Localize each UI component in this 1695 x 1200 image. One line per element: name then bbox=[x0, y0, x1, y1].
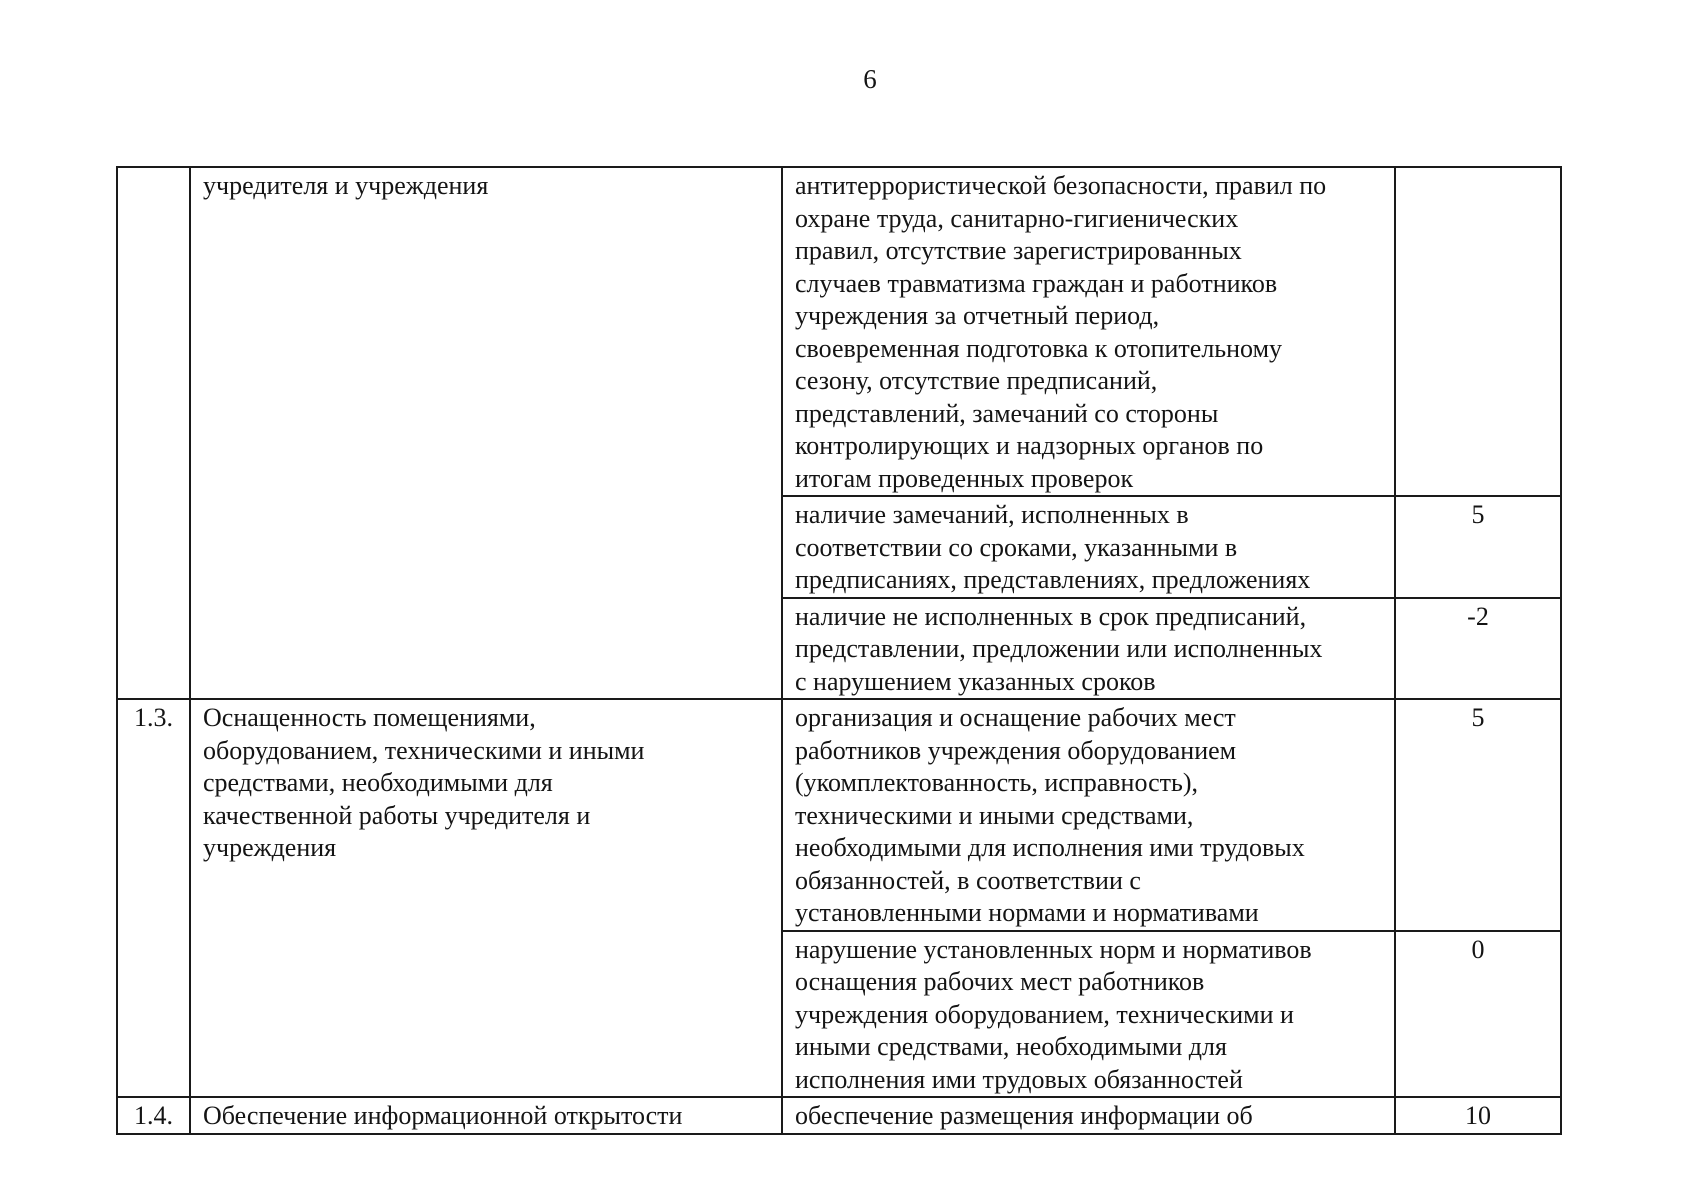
indicator-name: Оснащенность помещениями, оборудованием, техническими и иными средствами, необходимыми для качественной работы учредителя и учреждения bbox=[203, 703, 645, 862]
criterion-text: антитеррористической безопасности, правил по охране труда, санитарно-гигиенических правил, отсутствие зарегистрированных случаев травматизма граждан и работников учреждения за отчетный период, своевременная подготовка к отопительному сезону, отсутствие предписаний, представлений, замечаний со стороны контролирующих и надзорных органов по итогам проведенных проверок bbox=[795, 171, 1327, 493]
indicator-name: учредителя и учреждения bbox=[203, 171, 489, 200]
score-cell bbox=[1395, 167, 1561, 496]
row-number-cell bbox=[117, 1097, 190, 1134]
indicator-name: Обеспечение информационной открытости bbox=[203, 1101, 683, 1130]
criterion-cell bbox=[782, 598, 1395, 700]
score-cell bbox=[1395, 931, 1561, 1098]
criterion-text: нарушение установленных норм и нормативов оснащения рабочих мест работников учреждения оборудованием, техническими и иными средствами, необходимыми для исполнения ими трудовых обязанностей bbox=[795, 934, 1312, 1094]
indicator-name-cell bbox=[190, 167, 782, 699]
table-row bbox=[117, 699, 1561, 931]
score-value: 5 bbox=[1471, 500, 1485, 529]
score-value: 0 bbox=[1471, 934, 1485, 964]
indicator-name-cell bbox=[190, 1097, 782, 1134]
criterion-text: наличие не исполненных в срок предписаний, представлении, предложении или исполненных с нарушением указанных сроков bbox=[795, 601, 1323, 696]
table-row bbox=[117, 167, 1561, 496]
row-number: 1.4. bbox=[134, 1101, 173, 1130]
criterion-cell bbox=[782, 496, 1395, 598]
score-cell bbox=[1395, 699, 1561, 931]
criterion-cell bbox=[782, 699, 1395, 931]
table-row bbox=[117, 1097, 1561, 1134]
criterion-cell bbox=[782, 931, 1395, 1098]
row-number-cell bbox=[117, 167, 190, 699]
score-value: 10 bbox=[1465, 1101, 1491, 1130]
page-number: 6 bbox=[863, 64, 877, 94]
criteria-table bbox=[116, 166, 1562, 1135]
criterion-text: организация и оснащение рабочих мест работников учреждения оборудованием (укомплектованность, исправность), техническими и иными средствами, необходимыми для исполнения ими трудовых обязанностей, в соответствии с установленными нормами и нормативами bbox=[795, 703, 1305, 927]
indicator-name-cell bbox=[190, 699, 782, 1097]
criterion-cell bbox=[782, 167, 1395, 496]
criterion-cell bbox=[782, 1097, 1395, 1134]
criterion-text: обеспечение размещения информации об bbox=[795, 1101, 1253, 1130]
score-value: -2 bbox=[1467, 601, 1489, 631]
criterion-text: наличие замечаний, исполненных в соответствии со сроками, указанными в предписаниях, представлениях, предложениях bbox=[795, 500, 1311, 594]
score-cell bbox=[1395, 496, 1561, 598]
row-number-cell bbox=[117, 699, 190, 1097]
score-cell bbox=[1395, 598, 1561, 700]
score-value: 5 bbox=[1471, 703, 1485, 732]
score-cell bbox=[1395, 1097, 1561, 1134]
row-number: 1.3. bbox=[134, 703, 173, 732]
